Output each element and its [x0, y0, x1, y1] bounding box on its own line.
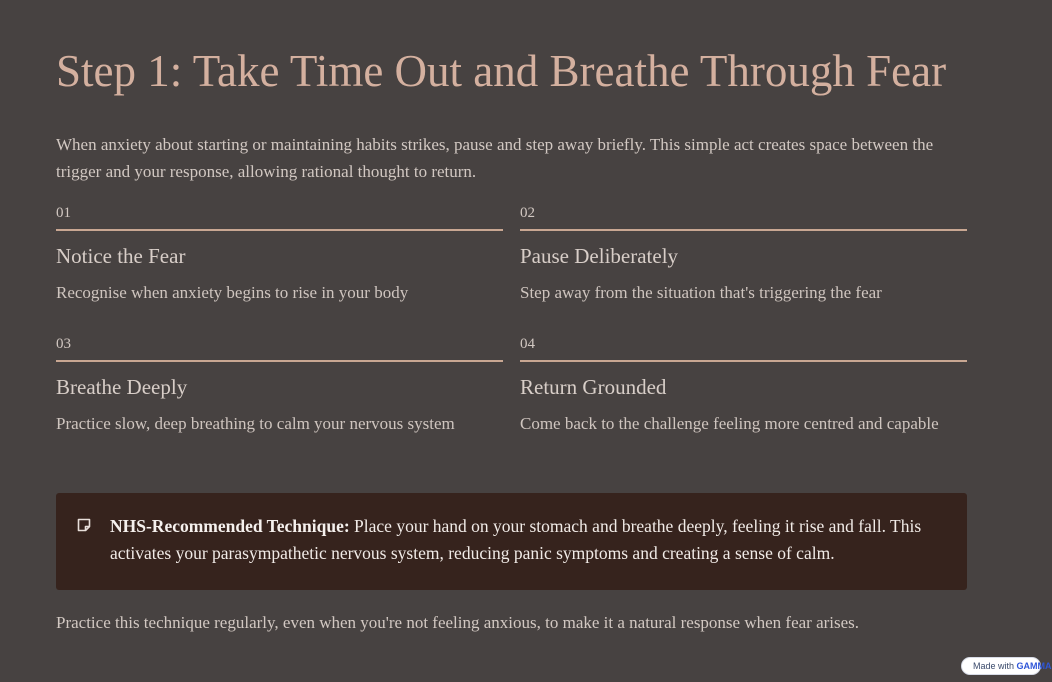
step-card-4	[520, 334, 967, 465]
step-card-3	[56, 334, 503, 465]
step-number: 03	[56, 334, 503, 362]
step-number: 02	[520, 203, 967, 231]
callout-text	[110, 513, 947, 567]
callout-box	[56, 493, 967, 590]
step-title: Notice the Fear	[56, 244, 186, 268]
step-title: Return Grounded	[520, 375, 667, 399]
step-description: Step away from the situation that's triggering the fear	[520, 283, 882, 302]
badge-prefix: Made with	[973, 661, 1017, 671]
step-title: Pause Deliberately	[520, 244, 679, 268]
step-number: 01	[56, 203, 503, 231]
callout-body: Place your hand on your stomach and breathe deeply, feeling it rise and fall. This activates your parasympathetic nervous system, reducing panic symptoms and creating a sense of calm.	[110, 516, 922, 563]
made-with-gamma-badge[interactable]	[961, 657, 1052, 675]
step-description: Practice slow, deep breathing to calm your nervous system	[56, 414, 455, 433]
step-description: Recognise when anxiety begins to rise in your body	[56, 283, 409, 302]
step-number: 04	[520, 334, 967, 362]
callout-label: NHS-Recommended Technique:	[110, 516, 350, 536]
badge-brand: GAMMA	[1016, 661, 1052, 671]
outro-paragraph: Practice this technique regularly, even when you're not feeling anxious, to make it a natural response when fear arises.	[56, 613, 860, 632]
intro-paragraph: When anxiety about starting or maintaining habits strikes, pause and step away briefly. This simple act creates space between the trigger and your response, allowing rational thought to return.	[56, 135, 934, 181]
step-title: Breathe Deeply	[56, 375, 188, 399]
steps-grid	[56, 203, 967, 465]
step-description: Come back to the challenge feeling more centred and capable	[520, 414, 939, 433]
page-title: Step 1: Take Time Out and Breathe Through Fear	[56, 46, 947, 96]
note-icon	[76, 517, 92, 533]
step-card-2	[520, 203, 967, 334]
step-card-1	[56, 203, 503, 334]
